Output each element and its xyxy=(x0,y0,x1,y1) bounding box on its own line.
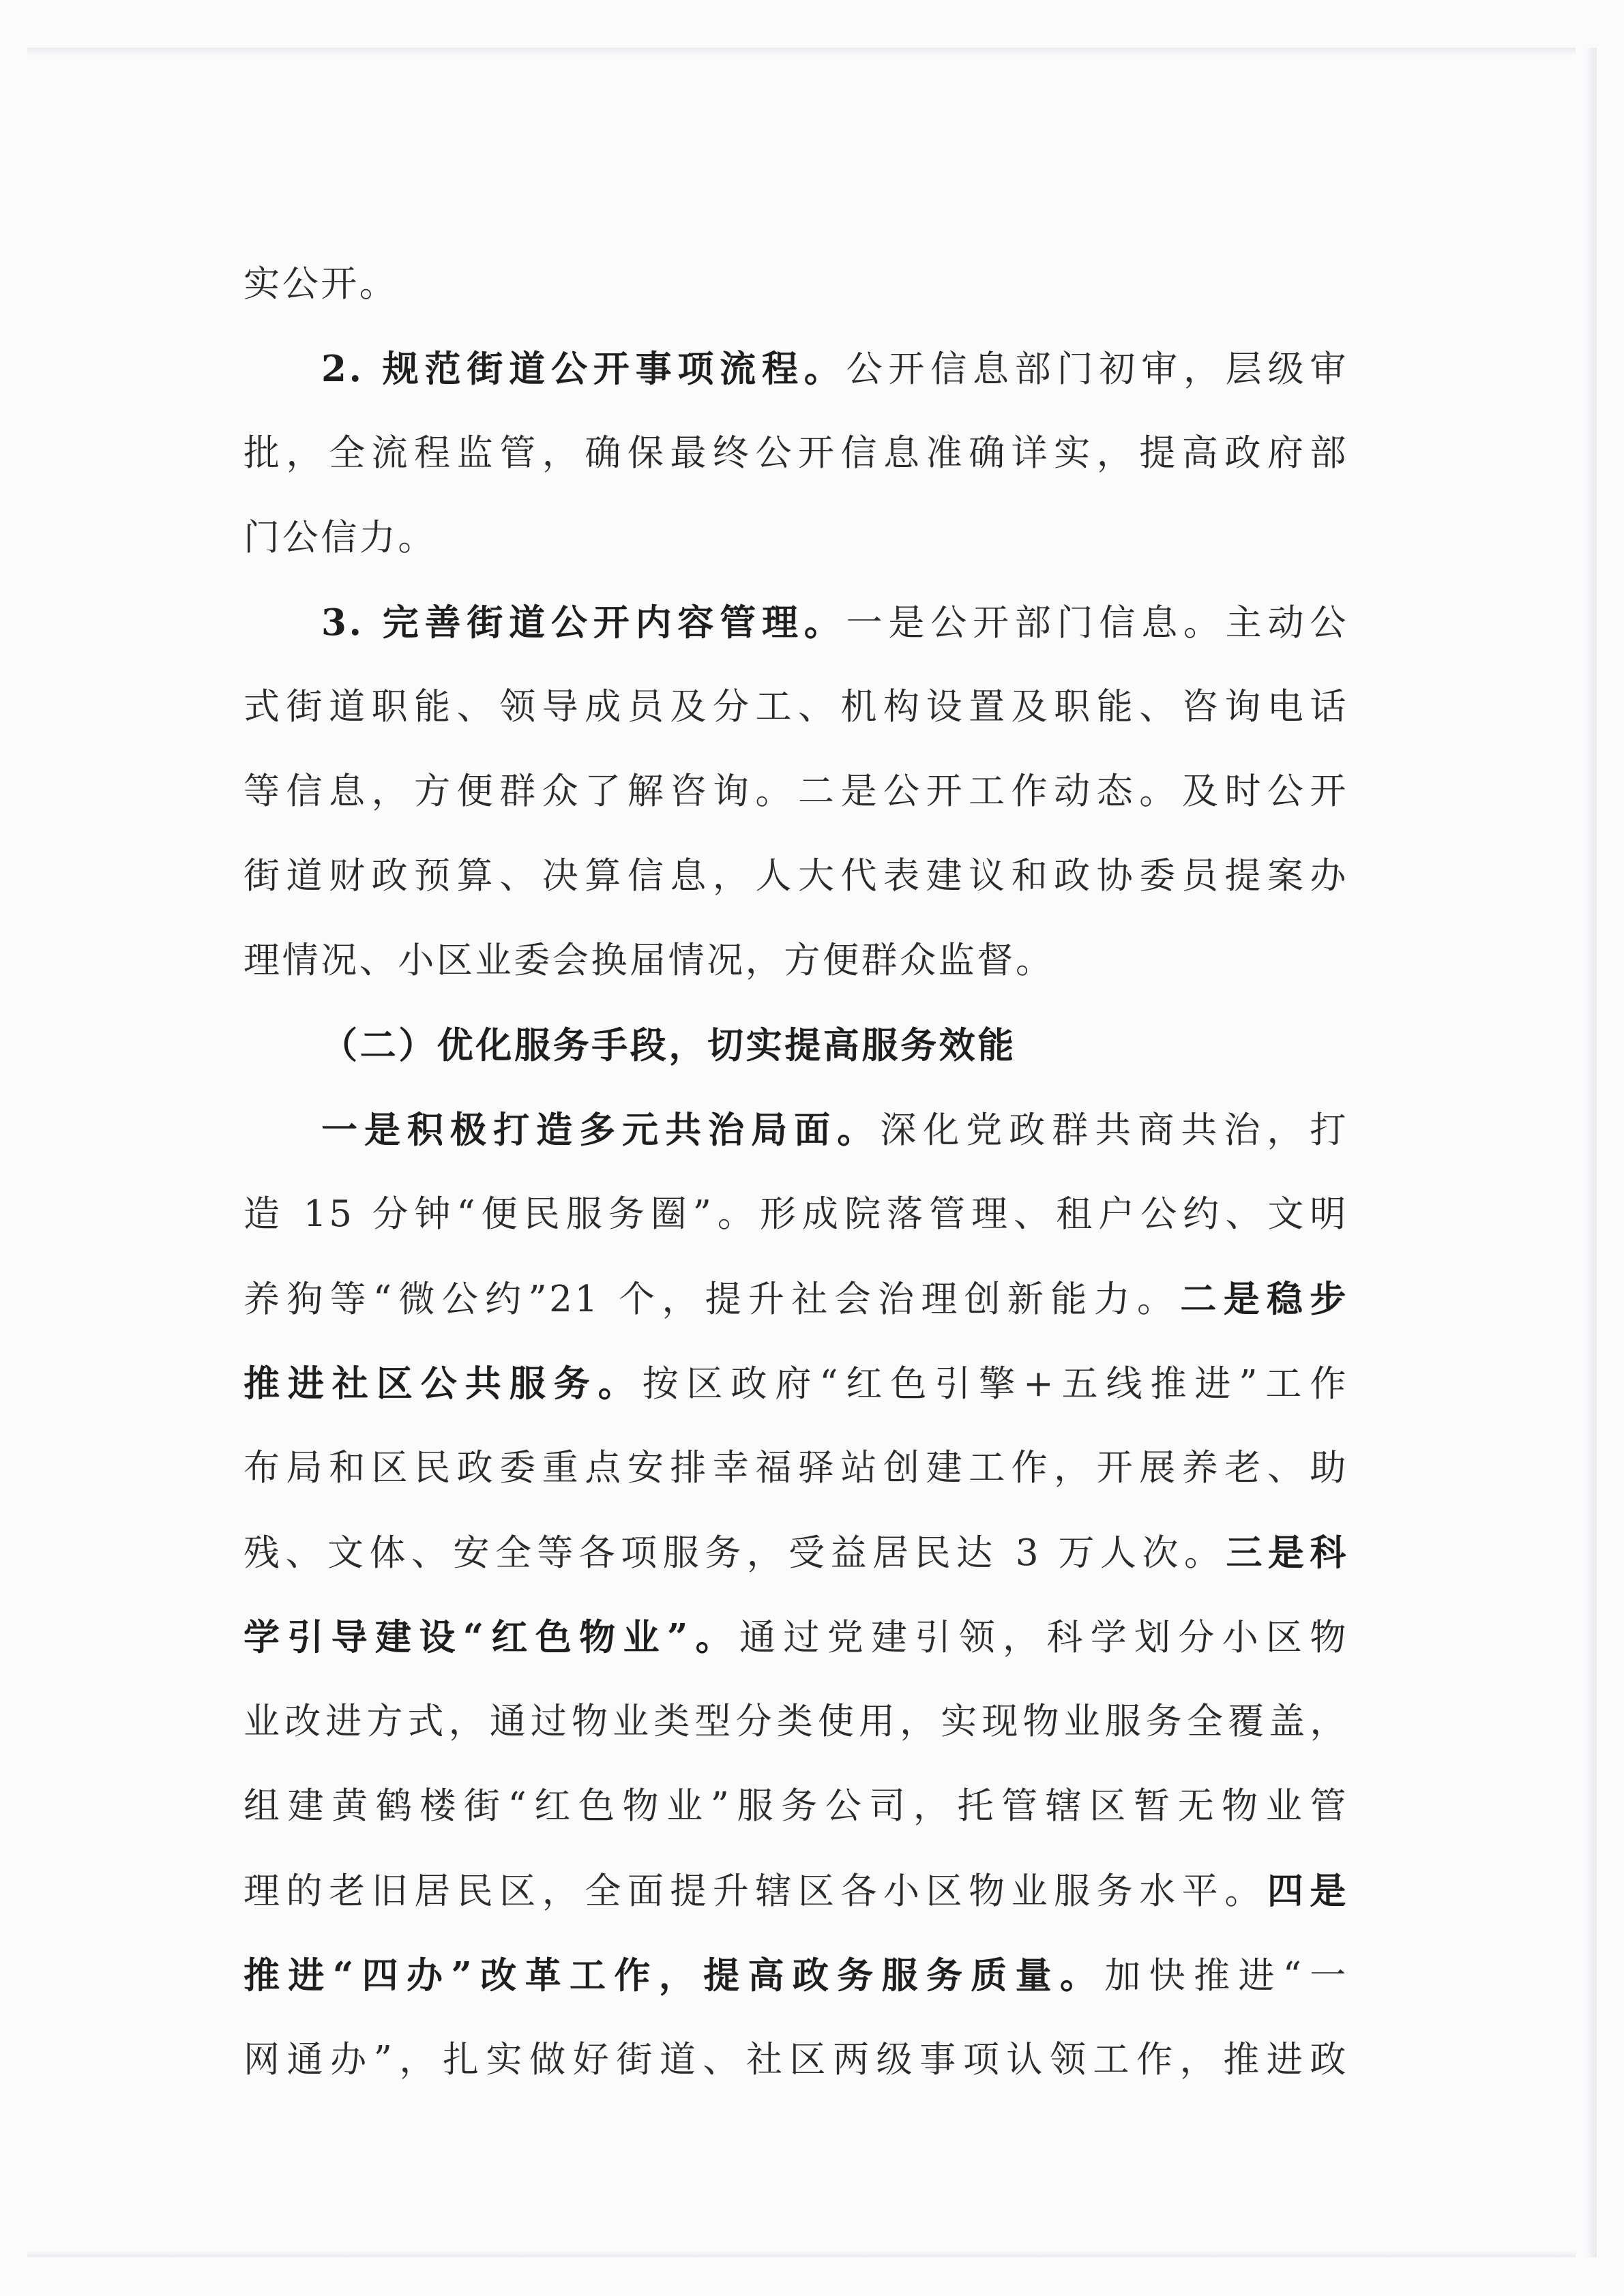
bold-text-run: 二是稳步 xyxy=(1180,1278,1348,1320)
text-run: 理的老旧居民区，全面提升辖区各小区物业服务水平。 xyxy=(243,1870,1267,1912)
text-run: 等信息，方便群众了解咨询。二是公开工作动态。及时公开 xyxy=(243,771,1348,812)
text-run: 网通办”，扎实做好街道、社区两级事项认领工作，推进政 xyxy=(243,2039,1348,2081)
text-line xyxy=(243,1003,1348,1088)
text-run: 造 15 分钟“便民服务圈”。形成院落管理、租户公约、文明 xyxy=(243,1193,1348,1235)
text-run: 批，全流程监管，确保最终公开信息准确详实，提高政府部 xyxy=(243,432,1348,474)
text-run: 实公开。 xyxy=(243,263,398,305)
bold-text-run: 推进“四办”改革工作，提高政务服务质量。 xyxy=(243,1954,1105,1997)
text-run: 理情况、小区业委会换届情况，方便群众监督。 xyxy=(243,940,1054,981)
text-run: 组建黄鹤楼街“红色物业”服务公司，托管辖区暂无物业管 xyxy=(243,1785,1348,1827)
bold-text-run: 3. 完善街道公开内容管理。 xyxy=(321,601,846,644)
text-run: 一是公开部门信息。主动公 xyxy=(846,602,1348,644)
text-line xyxy=(243,327,1348,411)
text-line xyxy=(243,1257,1348,1341)
text-line xyxy=(243,2018,1348,2102)
text-line xyxy=(243,749,1348,834)
text-line xyxy=(243,580,1348,665)
text-line xyxy=(243,242,1348,327)
text-run: 按区政府“红色引擎+五线推进”工作 xyxy=(642,1363,1348,1405)
scan-edge-bottom xyxy=(27,2250,1576,2257)
text-run: 加快推进“一 xyxy=(1104,1955,1348,1997)
bold-text-run: 2. 规范街道公开事项流程。 xyxy=(321,348,846,390)
text-run: 残、文体、安全等各项服务，受益居民达 3 万人次。 xyxy=(243,1532,1226,1574)
text-run: 业改进方式，通过物业类型分类使用，实现物业服务全覆盖， xyxy=(243,1701,1348,1742)
text-run: 布局和区民政委重点安排幸福驿站创建工作，开展养老、助 xyxy=(243,1447,1348,1489)
text-run: 街道财政预算、决算信息，人大代表建议和政协委员提案办 xyxy=(243,855,1348,897)
bold-text-run: 学引导建设“红色物业”。 xyxy=(243,1616,740,1658)
text-line xyxy=(243,1426,1348,1510)
scan-edge-right xyxy=(1584,48,1597,2257)
text-line xyxy=(243,1595,1348,1680)
text-run: 深化党政群共商共治，打 xyxy=(880,1109,1348,1151)
text-run: 公开信息部门初审，层级审 xyxy=(846,348,1348,390)
text-line xyxy=(243,1341,1348,1426)
bold-text-run: （二）优化服务手段，切实提高服务效能 xyxy=(321,1024,1016,1067)
text-line xyxy=(243,919,1348,1003)
text-run: 养狗等“微公约”21 个，提升社会治理创新能力。 xyxy=(243,1279,1181,1320)
text-line xyxy=(243,1510,1348,1595)
text-run: 门公信力。 xyxy=(243,517,437,558)
text-line xyxy=(243,496,1348,580)
text-line xyxy=(243,1680,1348,1764)
text-run: 式街道职能、领导成员及分工、机构设置及职能、咨询电话 xyxy=(243,686,1348,728)
bold-text-run: 一是积极打造多元共治局面。 xyxy=(321,1109,881,1151)
text-line xyxy=(243,411,1348,496)
text-line xyxy=(243,1849,1348,1933)
bold-text-run: 推进社区公共服务。 xyxy=(243,1362,643,1405)
bold-text-run: 三是科 xyxy=(1226,1532,1348,1574)
text-line xyxy=(243,665,1348,749)
text-line xyxy=(243,1172,1348,1257)
text-line xyxy=(243,834,1348,919)
text-line xyxy=(243,1933,1348,2018)
text-line xyxy=(243,1088,1348,1172)
bold-text-run: 四是 xyxy=(1267,1870,1348,1912)
document-body xyxy=(243,242,1348,2102)
scan-edge-top xyxy=(27,48,1576,56)
text-line xyxy=(243,1764,1348,1849)
text-run: 通过党建引领，科学划分小区物 xyxy=(739,1617,1348,1658)
